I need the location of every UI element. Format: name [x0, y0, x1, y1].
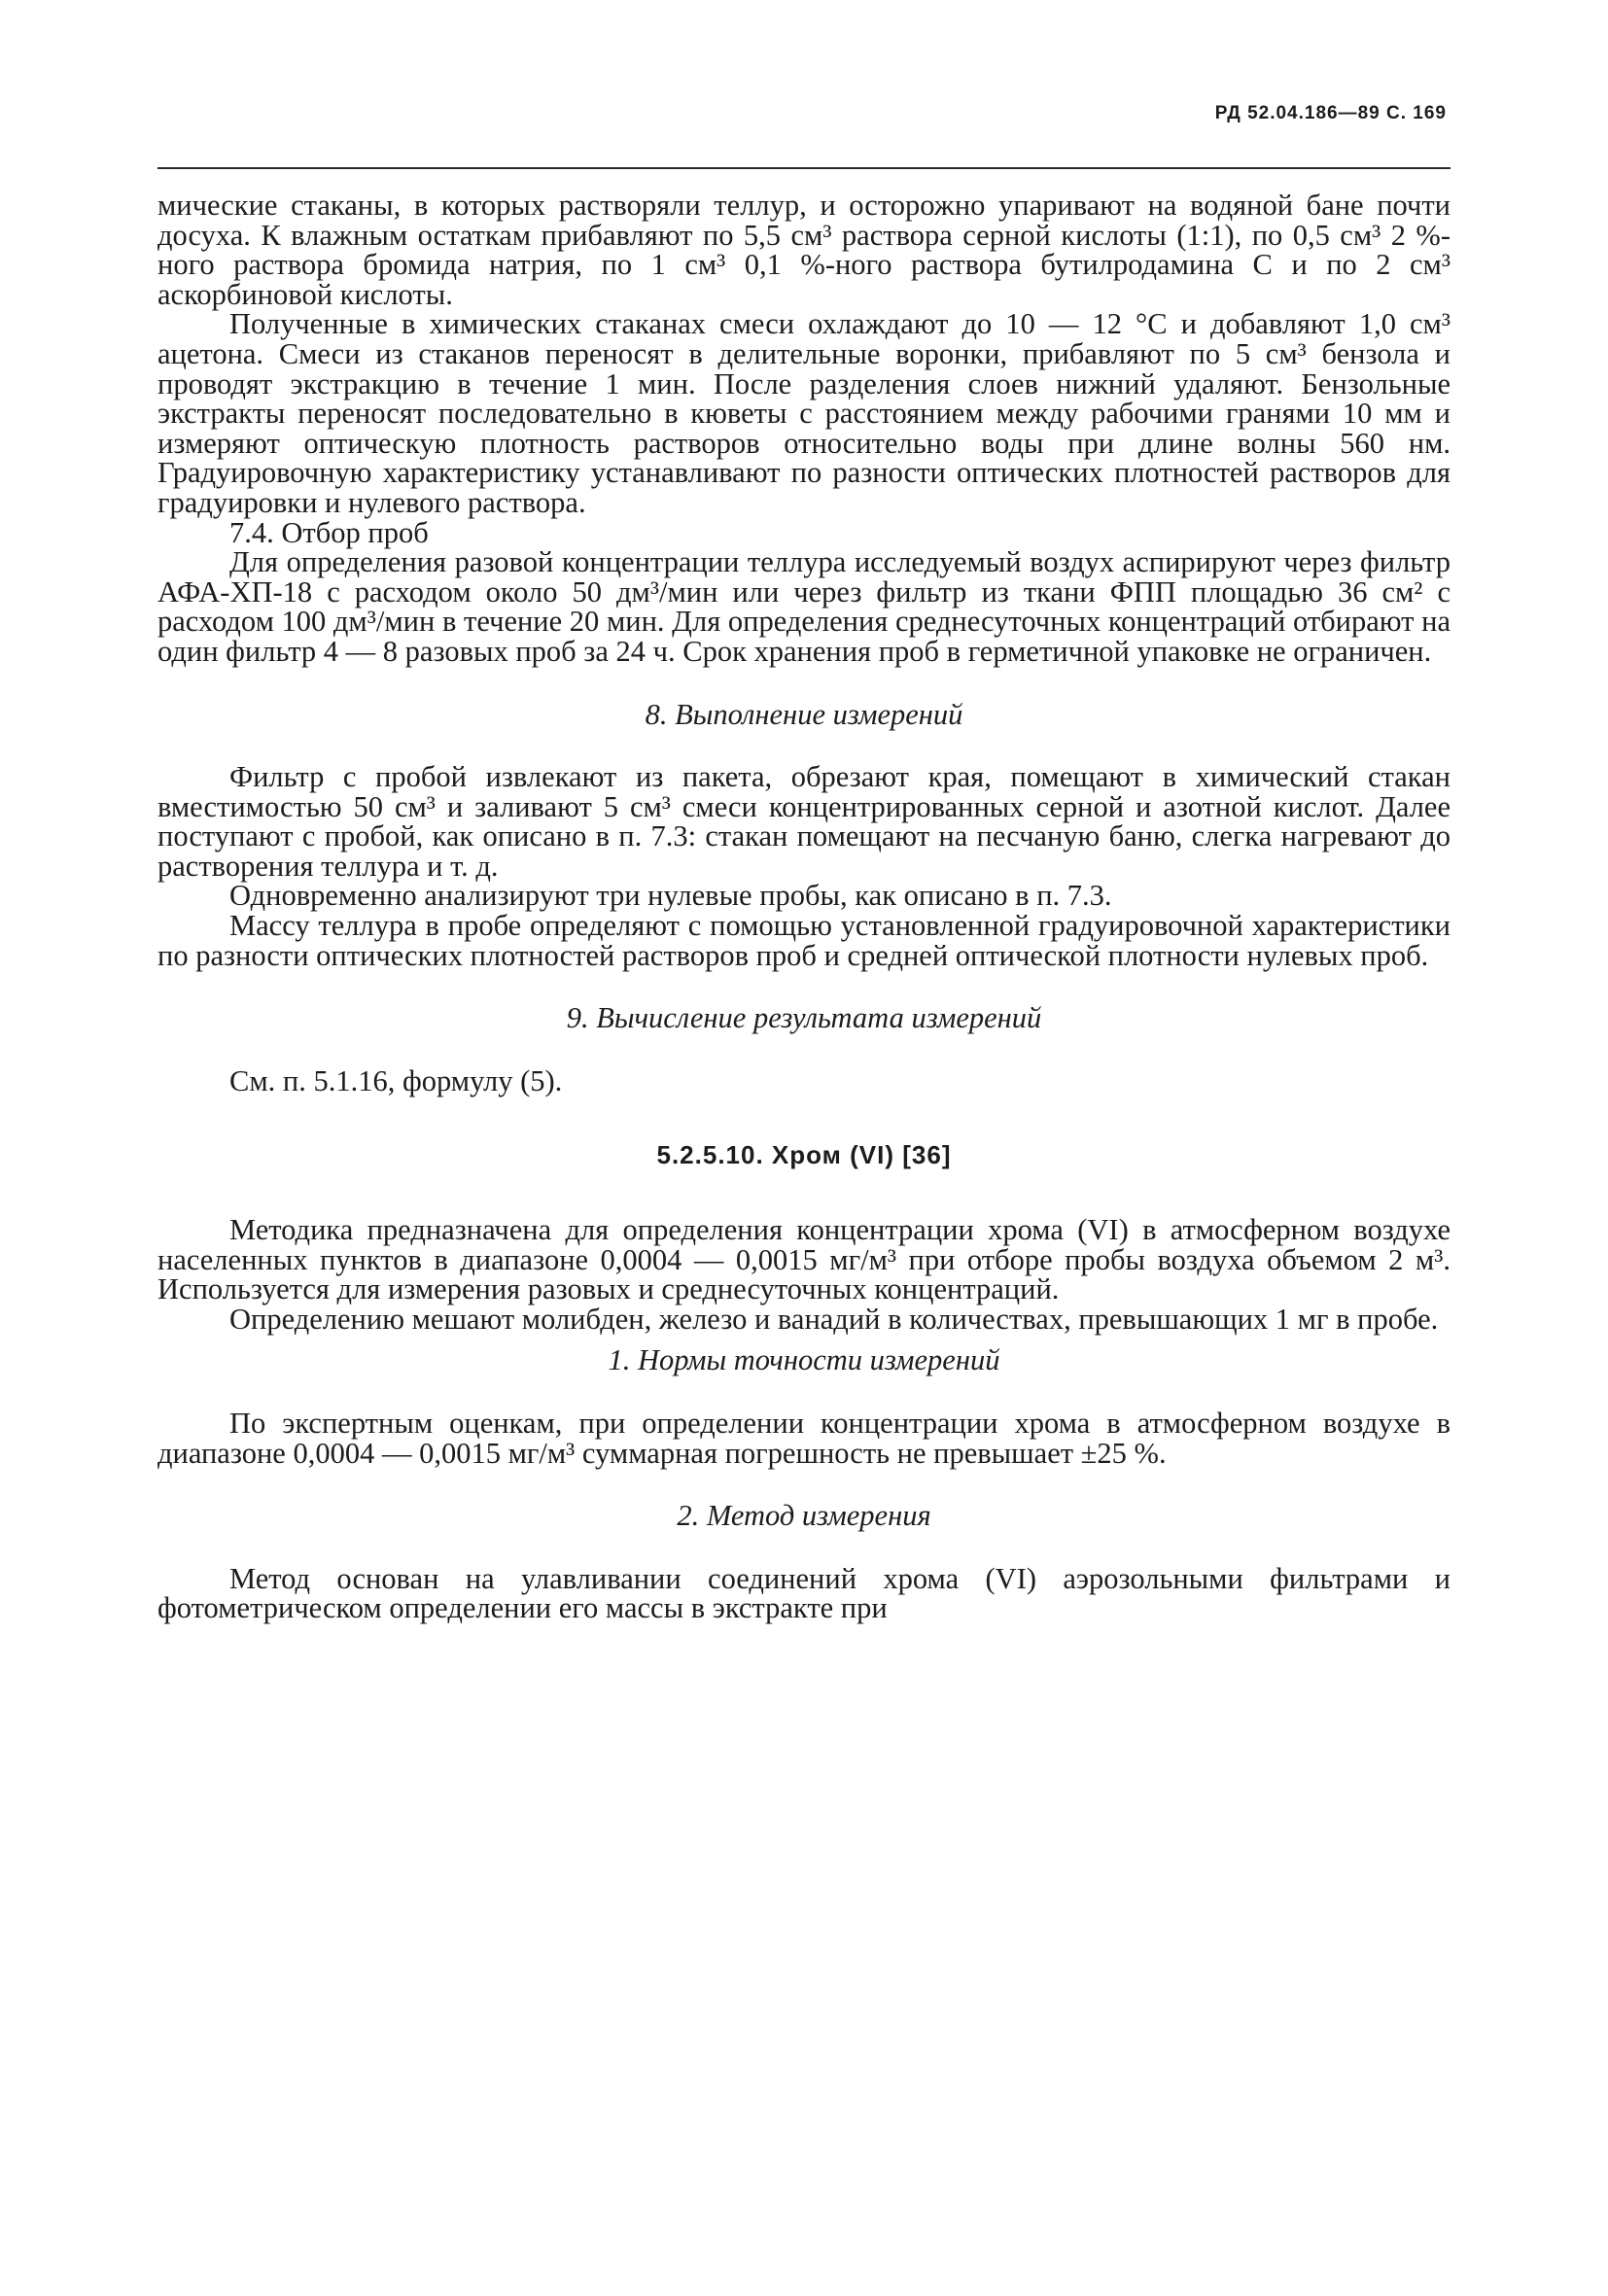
method-heading: 5.2.5.10. Хром (VI) [36] — [656, 1140, 952, 1170]
spacer — [157, 667, 1451, 700]
section-heading: 2. Метод измерения — [677, 1499, 931, 1533]
paragraph: См. п. 5.1.16, формулу (5). — [229, 1063, 563, 1097]
paragraph: Определению мешают молибден, железо и ванадий в количествах, превышающих 1 мг в пробе. — [229, 1302, 1439, 1336]
body-text — [157, 191, 1451, 1623]
running-header: РД 52.04.186—89 С. 169 — [1214, 103, 1447, 123]
paragraph: Фильтр с пробой извлекают из пакета, обрезают края, помещают в химический стакан вместимостью 50 см³ и заливают 5 см³ смеси концентрированных серной и азотной кислот. Далее поступают с пробой, как описано в п. 7.3: стакан помещают на песчаную баню, слегка нагревают до растворения теллура и т. д. — [157, 760, 1451, 883]
paragraph: Для определения разовой концентрации теллура исследуемый воздух аспирируют через фильтр АФА-ХП-18 с расходом около 50 дм³/мин или через фильтр из ткани ФПП площадью 36 см² с расходом 100 дм³/мин в течение 20 мин. Для определения среднесуточных концентраций отбирают на один фильтр 4 — 8 разовых проб за 24 ч. Срок хранения проб в герметичной упаковке не ограничен. — [157, 545, 1451, 668]
spacer — [157, 1033, 1451, 1066]
section-heading: 9. Вычисление результата измерений — [566, 1001, 1042, 1035]
paragraph: Одновременно анализируют три нулевые пробы, как описано в п. 7.3. — [229, 879, 1112, 913]
spacer — [157, 1096, 1451, 1140]
header-rule — [157, 167, 1451, 169]
paragraph: Метод основан на улавливании соединений хрома (VI) аэрозольными фильтрами и фотометрическом определении его массы в экстракте при — [157, 1561, 1451, 1625]
paragraph: 7.4. Отбор проб — [229, 515, 429, 549]
spacer — [157, 970, 1451, 1003]
spacer — [157, 729, 1451, 762]
section-heading: 8. Выполнение измерений — [645, 697, 963, 731]
spacer — [157, 1468, 1451, 1501]
paragraph: Массу теллура в пробе определяют с помощью установленной градуировочной характеристики по разности оптических плотностей растворов проб и средней оптической плотности нулевых проб. — [157, 909, 1451, 972]
paragraph: По экспертным оценкам, при определении концентрации хрома в атмосферном воздухе в диапазоне 0,0004 — 0,0015 мг/м³ суммарная погрешность не превышает ±25 %. — [157, 1407, 1451, 1470]
spacer — [157, 1531, 1451, 1564]
section-heading: 1. Нормы точности измерений — [608, 1343, 1000, 1377]
paragraph: Полученные в химических стаканах смеси охлаждают до 10 — 12 °С и добавляют 1,0 см³ ацетона. Смеси из стаканов переносят в делительные воронки, прибавляют по 5 см³ бензола и проводят экстракцию в течение 1 мин. После разделения слоев нижний удаляют. Бензольные экстракты переносят последовательно в кюветы с расстоянием между рабочими гранями 10 мм и измеряют оптическую плотность растворов относительно воды при длине волны 560 нм. Градуировочную характеристику устанавливают по разности оптических плотностей растворов для градуировки и нулевого раствора. — [157, 307, 1451, 519]
paragraph: Методика предназначена для определения концентрации хрома (VI) в атмосферном воздухе населенных пунктов в диапазоне 0,0004 — 0,0015 мг/м³ при отборе пробы воздуха объемом 2 м³. Используется для измерения разовых и среднесуточных концентраций. — [157, 1213, 1451, 1306]
paragraph: мические стаканы, в которых растворяли теллур, и осторожно упаривают на водяной бане почти досуха. К влажным остаткам прибавляют по 5,5 см³ раствора серной кислоты (1:1), по 0,5 см³ 2 %-ного раствора бромида натрия, по 1 см³ 0,1 %-ного раствора бутилродамина С и по 2 см³ аскорбиновой кислоты. — [157, 189, 1451, 311]
spacer — [157, 1375, 1451, 1409]
spacer — [157, 1170, 1451, 1215]
